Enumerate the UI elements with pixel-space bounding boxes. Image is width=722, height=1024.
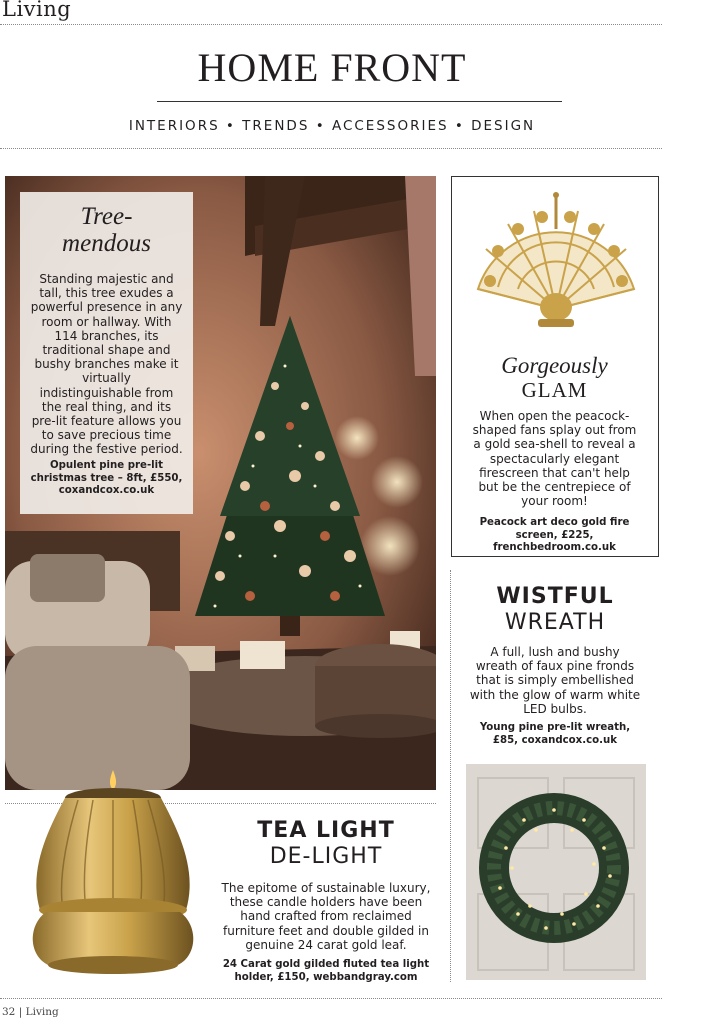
peacock-body: When open the peacock-shaped fans splay out from a gold sea-shell to reveal a spectacularly elegant firescreen that can't help but be the centrepiece of your room! bbox=[472, 409, 637, 509]
wreath-photo bbox=[466, 764, 646, 980]
subtitle-divider bbox=[0, 148, 662, 149]
tree-credit: Opulent pine pre-lit christmas tree – 8ft, £550, coxandcox.co.uk bbox=[30, 460, 183, 496]
section-label: Living bbox=[2, 0, 72, 21]
tealight-credit: 24 Carat gold gilded fluted tea light holder, £150, webbandgray.com bbox=[222, 959, 430, 983]
pine-wreath-image bbox=[466, 764, 646, 980]
wreath-body: A full, lush and bushy wreath of faux pine fronds that is simply embellished with the glow of warm white LED bulbs. bbox=[469, 645, 641, 716]
page-footer bbox=[2, 1006, 59, 1018]
footer-section: Living bbox=[25, 1006, 59, 1018]
wreath-credit: Young pine pre-lit wreath, £85, coxandcox.co.uk bbox=[479, 722, 631, 746]
peacock-feature-box bbox=[451, 176, 659, 557]
page-title: HOME FRONT bbox=[197, 45, 467, 90]
tree-heading-line2: mendous bbox=[62, 230, 151, 257]
tree-text-panel bbox=[20, 192, 193, 514]
title-rule bbox=[157, 101, 562, 102]
tealight-heading-light: DE-LIGHT bbox=[269, 844, 383, 869]
header-divider bbox=[0, 24, 662, 25]
tree-body: Standing majestic and tall, this tree exudes a powerful presence in any room or hallway. With 114 branches, its traditional shape and bushy branches make it virtually indistinguishable from the real thing, and its pre-lit feature allows you to save precious time during the festive period. bbox=[30, 272, 183, 457]
wreath-heading-bold: WISTFUL bbox=[496, 584, 614, 609]
peacock-heading-line2: GLAM bbox=[521, 378, 588, 402]
wreath-heading-light: WREATH bbox=[504, 610, 606, 635]
page-subtitle: INTERIORS • TRENDS • ACCESSORIES • DESIGN bbox=[128, 118, 536, 134]
tree-heading-line1: Tree- bbox=[80, 203, 133, 230]
tealight-heading-bold: TEA LIGHT bbox=[257, 818, 395, 843]
page-number: 32 bbox=[2, 1006, 16, 1018]
tealight-body: The epitome of sustainable luxury, these candle holders have been hand crafted from reclaimed furniture feet and double gilded in genuine 24 carat gold leaf. bbox=[221, 881, 431, 952]
tea-light-holder-image bbox=[18, 760, 208, 980]
footer-divider bbox=[0, 998, 662, 999]
column-divider bbox=[450, 570, 451, 982]
footer-separator: | bbox=[18, 1006, 23, 1018]
peacock-fire-screen-image bbox=[468, 189, 644, 339]
peacock-credit: Peacock art deco gold fire screen, £225, frenchbedroom.co.uk bbox=[479, 517, 630, 553]
peacock-heading-line1: Gorgeously bbox=[501, 353, 608, 378]
